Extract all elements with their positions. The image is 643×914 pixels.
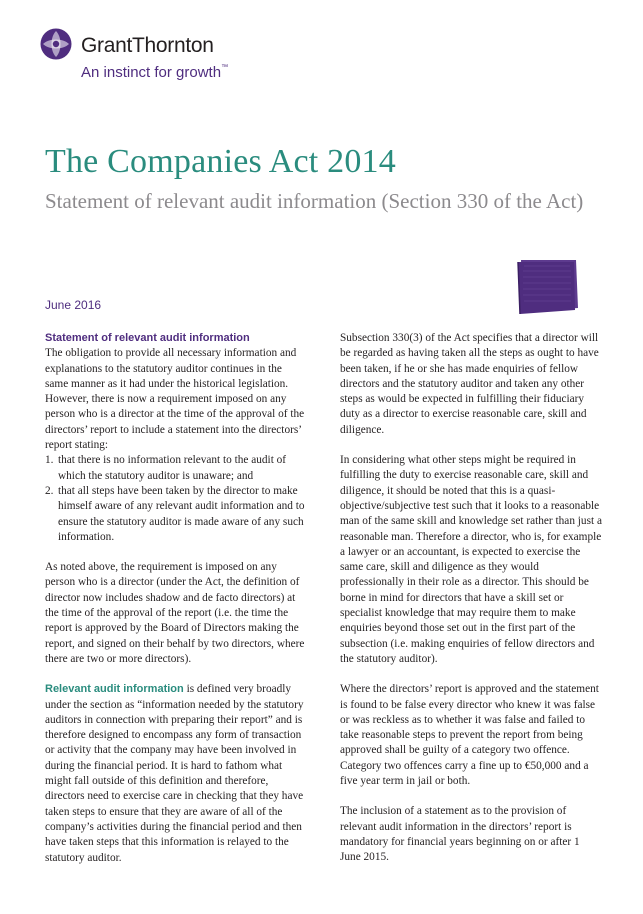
- right-paragraph-4: The inclusion of a statement as to the provision of relevant audit information in the directors’ report is mandatory for financial years beginning on or after 1 June 2015.: [340, 805, 580, 864]
- list-item: [45, 484, 307, 545]
- right-paragraph-3: Where the directors’ report is approved and the statement is found to be false every director who knew it was false or was reckless as to whether it was false and failed to take reasonable steps to prevent the report from being approved shall be guilty of a category two offence. Category two offences carry a fine up to €50,000 and a five year term in jail or both.: [340, 683, 599, 788]
- publication-date: June 2016: [45, 298, 102, 312]
- trademark-mark: ™: [221, 64, 229, 71]
- right-paragraph-2: In considering what other steps might be required in fulfilling the duty to exercise reasonable care, skill and diligence, it should be noted that this is a quasi-objective/subjective test such that it looks to a reasonable man of the same skill and knowledge set rather than just a reasonable man. Therefore a director, who is, for example a lawyer or an accountant, is expected to exercise the same care, skill and diligence as they would professionally in their role as a director. This should be borne in mind for directors that have a skill set or specialist knowledge that may require them to make enquiries beyond those set out in the first part of the subsection (i.e. making enquiries of fellow directors and the statutory auditor).: [340, 454, 602, 665]
- list-text: that there is no information relevant to the audit of which the statutory auditor is unaware; and: [58, 454, 287, 482]
- list-number: 2.: [45, 484, 54, 497]
- statement-list: [45, 453, 307, 545]
- left-paragraph-3: As noted above, the requirement is imposed on any person who is a director (under the Act, the definition of director now includes shadow and de facto directors) at the time of the approval of the report (i.e. the time the report is approved by the Board of Directors making the report, and signed on their behalf by two directors, where there are two or more directors).: [45, 561, 305, 665]
- list-number: 1.: [45, 454, 54, 467]
- logo-name: GrantThornton: [81, 34, 214, 57]
- section-heading: Statement of relevant audit information: [45, 332, 250, 344]
- page-title: The Companies Act 2014: [45, 143, 396, 180]
- grant-thornton-logo: [40, 28, 280, 88]
- book-stack-icon: [514, 257, 582, 317]
- left-paragraph-2: However, there is now a requirement imposed on any person who is a director at the time of the approval of the directors’ report to include a statement into the directors’ report stating:: [45, 393, 305, 452]
- list-text: that all steps have been taken by the director to make himself aware of any relevant audit information and to ensure the statutory auditor is made aware of any such information.: [58, 484, 305, 543]
- left-paragraph-4-text: is defined very broadly under the section as “information needed by the statutory auditors in connection with preparing their report” and is therefore designed to encompass any form of transaction or activity that the company may have been involved in during the financial period. It is hard to fathom what might fall outside of this definition and therefore, directors need to exercise care in checking that they have taken steps to ensure that they are aware of all of the company’s activities during the financial period and then have taken steps that this information is relayed to the statutory auditor.: [45, 683, 304, 864]
- logo-tagline-text: An instinct for growth: [81, 64, 222, 81]
- left-paragraph-4: [45, 682, 307, 866]
- page-subtitle: Statement of relevant audit information (Section 330 of the Act): [45, 189, 584, 213]
- logo-tagline: [81, 64, 228, 81]
- left-paragraph-1: The obligation to provide all necessary information and explanations to the statutory auditor continues in the same manner as it had under the historical legislation.: [45, 347, 297, 390]
- right-paragraph-1: Subsection 330(3) of the Act specifies that a director will be regarded as having taken all the steps as ought to have been taken, if he or she has made enquiries of fellow directors and the statutory auditor and taken any other steps as would be expected in fulfilling their fiduciary duty as a director to exercise reasonable care, skill and diligence.: [340, 332, 599, 436]
- logo-mark-icon: [40, 28, 72, 60]
- left-column: [45, 331, 307, 866]
- right-column: [340, 331, 602, 866]
- inline-heading: Relevant audit information: [45, 683, 184, 696]
- list-item: [45, 453, 307, 484]
